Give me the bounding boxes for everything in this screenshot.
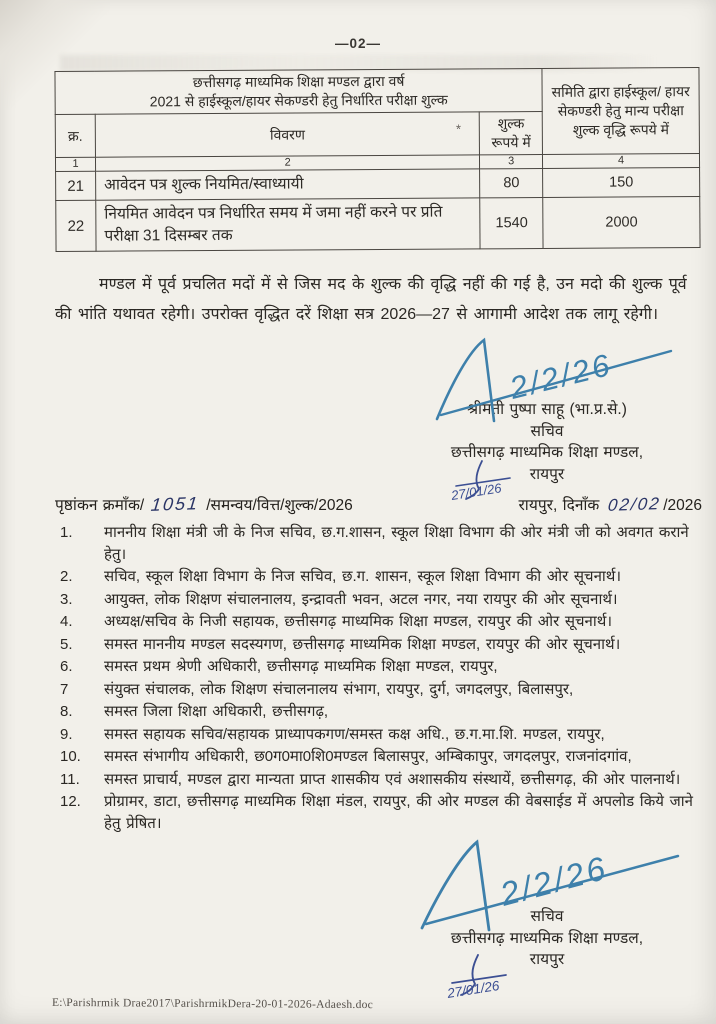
table-header-row — [55, 68, 699, 115]
column-number-1: 1 — [55, 157, 95, 171]
signatory-city-wrap — [445, 949, 565, 1001]
signatory-city: रायपुर — [529, 951, 565, 968]
signatory-city: रायपुर — [529, 465, 565, 483]
column-header-sno: क्र. — [55, 114, 95, 157]
column-number-2: 2 — [95, 155, 479, 171]
table-header-main-line2: 2021 से हाईस्कूल/हायर सेकण्डरी हेतु निर्धारित परीक्षा शुल्क — [149, 91, 448, 110]
signatory-title: सचिव — [530, 422, 564, 440]
list-item-number: 3. — [60, 590, 73, 608]
asterisk-artifact: * — [455, 121, 462, 137]
distribution-list — [60, 522, 698, 834]
row-sno: 21 — [56, 171, 96, 200]
list-item — [60, 679, 698, 701]
list-item-text: समस्त संभागीय अधिकारी, छ0ग0मा0शि0मण्डल बिलासपुर, अम्बिकापुर, जगदलपुर, राजनांदगांव, — [104, 748, 632, 765]
column-header-desc-label: विवरण — [269, 125, 306, 143]
table-row — [56, 168, 700, 201]
signatory-name: श्रीमती पुष्पा साहू (भा.प्र.से.) — [467, 401, 627, 418]
list-item-text: समस्त सहायक सचिव/सहायक प्राध्यापकगण/समस्त कक्ष अधि., छ.ग.मा.शि. मण्डल, रायपुर, — [104, 725, 605, 743]
signature-block-secretary — [388, 335, 706, 503]
column-header-fee-line2: रूपये में — [491, 134, 531, 151]
handwritten-endorsement-date: 02/02 — [606, 494, 662, 515]
list-item — [60, 522, 698, 565]
list-item-number: 7 — [60, 680, 69, 698]
endorsement-left — [55, 493, 353, 515]
table-header-main — [55, 68, 542, 114]
column-header-fee-line1: शुल्क — [497, 115, 525, 132]
handwritten-signature — [397, 335, 697, 427]
body-paragraph: मण्डल में पूर्व प्रचलित मदों में से जिस मद के शुल्क की वृद्धि नहीं की गई है, उन मदो की शुल्क पूर्व की भांति यथावत रहेगी। उपरोक्त वृद्धित दरें शिक्षा सत्र 2026—27 से आगामी आदेश तक लागू रहेगी। — [55, 276, 687, 323]
row-increase: 2000 — [543, 197, 700, 249]
signatory-org: छत्तीसगढ़ माध्यमिक शिक्षा मण्डल, — [450, 929, 644, 947]
list-item — [60, 701, 698, 723]
handwritten-date: 2/2/26 — [496, 848, 612, 913]
initial-stamp — [438, 951, 538, 1001]
list-item-number: 12. — [60, 793, 81, 810]
table-header-right: समिति द्वारा हाईस्कूल/ हायर सेकण्डरी हेतु मान्य परीक्षा शुल्क वृद्धि रूपये में — [542, 68, 699, 155]
handwritten-signature — [392, 836, 702, 936]
list-item-text: समस्त प्रथम श्रेणी अधिकारी, छत्तीसगढ़ माध्यमिक शिक्षा मण्डल, रायपुर, — [104, 658, 498, 675]
list-item-text: आयुक्त, लोक शिक्षण संचालनालय, इन्द्रावती भवन, अटल नगर, नया रायपुर की ओर सूचनार्थ। — [104, 590, 618, 608]
signatory-org: छत्तीसगढ़ माध्यमिक शिक्षा मण्डल, — [450, 444, 644, 461]
list-item-number: 1. — [60, 524, 73, 541]
signatory-title: सचिव — [530, 908, 564, 925]
list-item-text: माननीय शिक्षा मंत्री जी के निज सचिव, छ.ग.शासन, स्कूल शिक्षा विभाग की ओर मंत्री जी को अवगत कराने हेतु। — [104, 524, 689, 563]
handwritten-date: 2/2/26 — [506, 346, 616, 406]
list-item-number: 2. — [60, 568, 73, 585]
list-item-number: 5. — [60, 635, 73, 653]
list-item — [60, 611, 698, 633]
list-item — [60, 566, 698, 588]
document-file-path: E:\Parishrmik Drae2017\ParishrmikDera-20-01-2026-Adaesh.doc — [51, 996, 374, 1012]
list-item-number: 6. — [60, 658, 73, 675]
row-sno: 22 — [56, 200, 96, 251]
list-item — [60, 656, 698, 678]
stamp-date: 27/01/26 — [445, 977, 501, 1001]
stamp-date: 27/01/26 — [449, 479, 503, 503]
signature-block-secretary-bottom — [388, 836, 706, 1001]
list-item-text: अध्यक्ष/सचिव के निजी सहायक, छत्तीसगढ़ माध्यमिक शिक्षा मण्डल, रायपुर की ओर सूचनार्थ। — [104, 613, 613, 630]
list-item — [60, 746, 698, 768]
row-description: आवेदन पत्र शुल्क नियमित/स्वाध्यायी — [96, 169, 480, 200]
endorsement-right — [518, 493, 702, 515]
list-item-number: 9. — [60, 725, 73, 743]
row-increase: 150 — [543, 168, 700, 198]
table-row — [56, 197, 700, 252]
list-item-text: सचिव, स्कूल शिक्षा विभाग के निज सचिव, छ.ग. शासन, स्कूल शिक्षा विभाग की ओर सूचनार्थ। — [104, 568, 622, 585]
list-item-number: 11. — [60, 770, 80, 788]
page-number: —02— — [334, 36, 382, 51]
column-number-4: 4 — [543, 154, 700, 169]
signatory-city-wrap — [449, 464, 565, 503]
table-header-main-line1: छत्तीसगढ़ माध्यमिक शिक्षा मण्डल द्वारा वर्ष — [192, 72, 405, 91]
list-item-number: 10. — [60, 748, 81, 765]
column-number-3: 3 — [480, 154, 543, 168]
list-item-text: समस्त जिला शिक्षा अधिकारी, छत्तीसगढ़, — [104, 703, 329, 720]
list-item-text: प्रोग्रामर, डाटा, छत्तीसगढ़ माध्यमिक शिक्षा मंडल, रायपुर, की ओर मण्डल की वेबसाईड में अपलोड किये जाने हेतु प्रेषित। — [104, 793, 693, 832]
row-fee: 1540 — [480, 197, 543, 248]
fee-table — [54, 67, 700, 252]
endorsement-line — [55, 493, 702, 515]
row-description: नियमित आवेदन पत्र निर्धारित समय में जमा नहीं करने पर प्रति परीक्षा 31 दिसम्बर तक — [96, 198, 481, 251]
list-item — [60, 589, 698, 611]
list-item-number: 4. — [60, 613, 73, 630]
column-header-fee — [479, 111, 542, 154]
list-item-text: समस्त माननीय मण्डल सदस्यगण, छत्तीसगढ़ माध्यमिक शिक्षा मण्डल, रायपुर की ओर सूचनार्थ। — [104, 635, 621, 653]
row-fee: 80 — [480, 168, 543, 197]
list-item — [60, 791, 698, 834]
list-item — [60, 769, 698, 791]
endorsement-year: /2026 — [663, 497, 702, 514]
list-item — [60, 724, 698, 746]
list-item-number: 8. — [60, 703, 73, 720]
list-item-text: समस्त प्राचार्य, मण्डल द्वारा मान्यता प्राप्त शासकीय एवं अशासकीय संस्थायें, छत्तीसगढ़, की ओर पालनार्थ। — [104, 770, 681, 788]
endorsement-place-label: रायपुर, दिनाँक — [518, 497, 600, 514]
list-item-text: संयुक्त संचालक, लोक शिक्षण संचालनालय संभाग, रायपुर, दुर्ग, जगदलपुर, बिलासपुर, — [104, 680, 574, 698]
handwritten-endorsement-number: 1051 — [150, 493, 201, 515]
endorsement-suffix: /समन्वय/वित्त/शुल्क/2026 — [206, 497, 353, 514]
list-item — [60, 634, 698, 656]
endorsement-prefix: पृष्ठांकन क्रमाँक/ — [55, 497, 145, 514]
column-header-desc — [95, 112, 480, 157]
